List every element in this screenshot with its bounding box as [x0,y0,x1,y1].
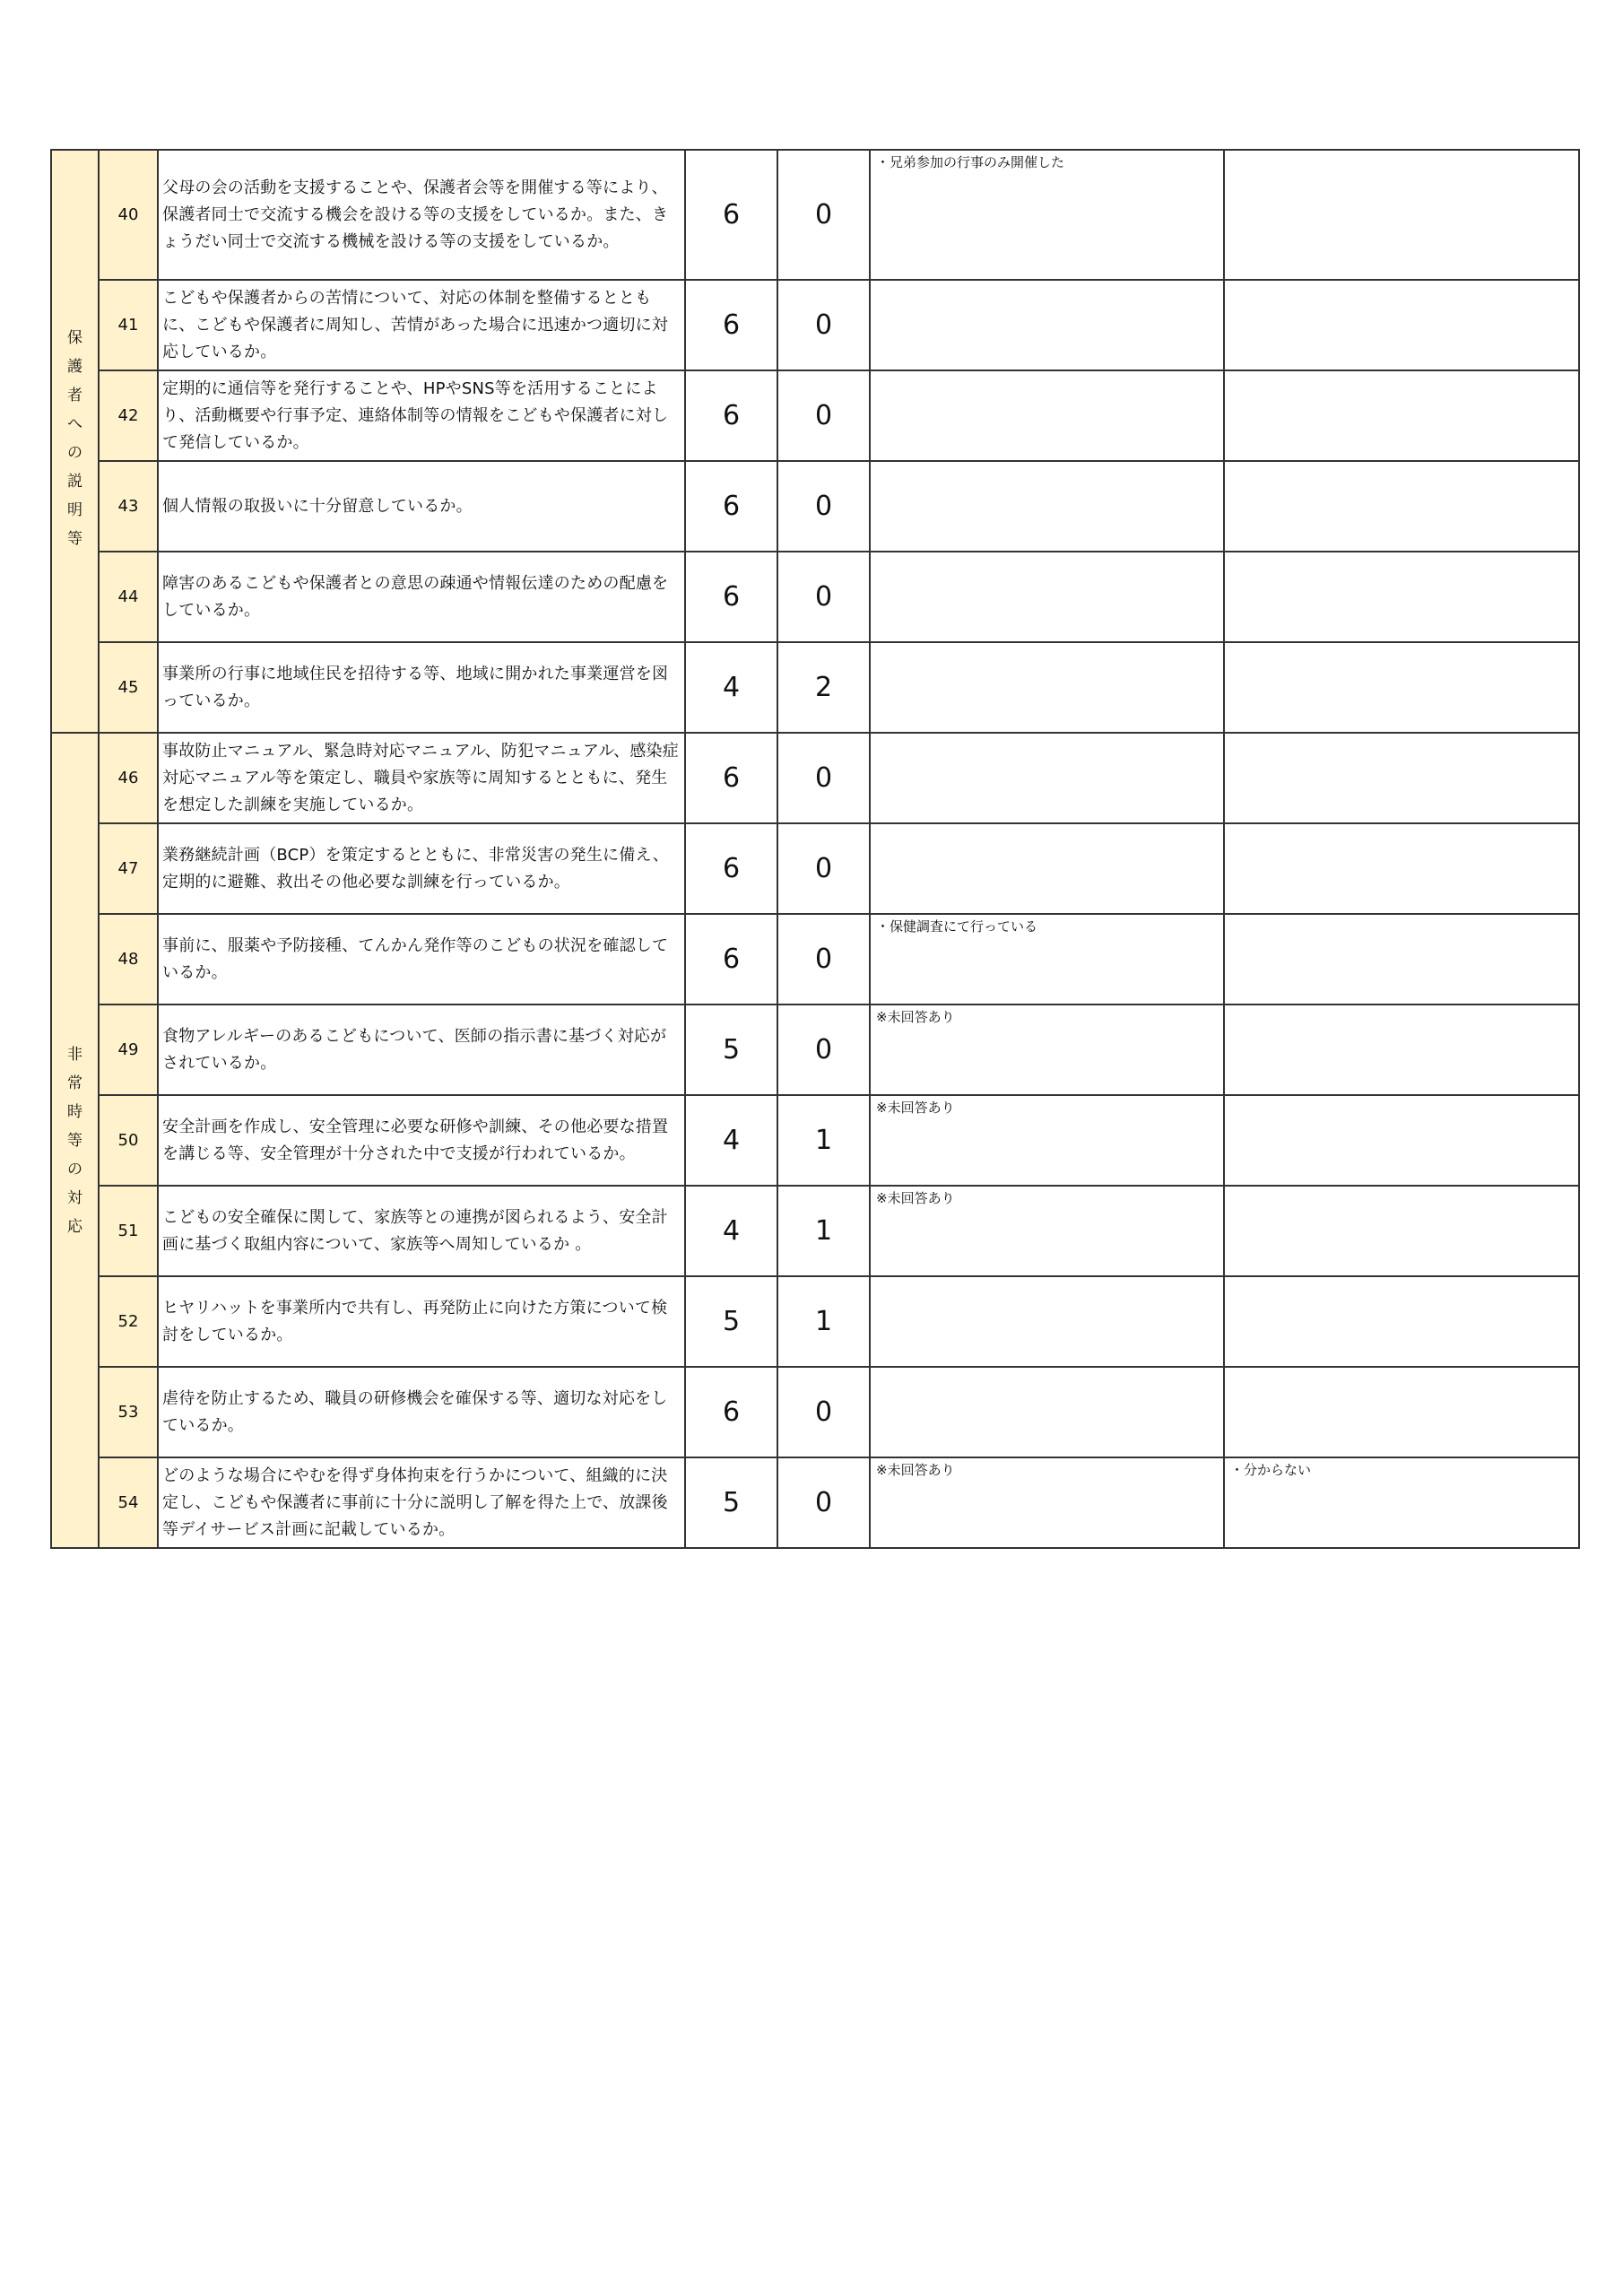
item-number: 47 [99,823,158,914]
no-count: 0 [777,461,870,552]
no-count: 0 [777,733,870,823]
table-row [51,1004,1579,1095]
item-number: 41 [99,280,158,370]
table-row [51,642,1579,733]
section-label-char: 説 [67,473,82,491]
no-count: 1 [777,1276,870,1367]
no-count: 0 [777,552,870,642]
staff-note [870,461,1224,552]
question-text: 食物アレルギーのあるこどもについて、医師の指示書に基づく対応がされているか。 [158,1004,685,1095]
section-label-char: 保 [67,329,82,347]
yes-count: 6 [685,370,777,461]
improvement-comment [1224,642,1579,733]
improvement-comment [1224,280,1579,370]
yes-count: 6 [685,823,777,914]
section-label-char: 非 [67,1045,82,1064]
yes-count: 6 [685,461,777,552]
question-text: どのような場合にやむを得ず身体拘束を行うかについて、組織的に決定し、こどもや保護者に事前に十分に説明し了解を得た上で、放課後等デイサービス計画に記載しているか。 [158,1457,685,1548]
section-label-char: 常 [67,1074,82,1092]
no-count: 0 [777,823,870,914]
yes-count: 4 [685,1095,777,1186]
question-text: 事故防止マニュアル、緊急時対応マニュアル、防犯マニュアル、感染症対応マニュアル等を策定し、職員や家族等に周知するとともに、発生を想定した訓練を実施しているか。 [158,733,685,823]
improvement-comment [1224,1004,1579,1095]
improvement-comment [1224,370,1579,461]
staff-note: ・兄弟参加の行事のみ開催した [870,150,1224,280]
improvement-comment: ・分からない [1224,1457,1579,1548]
table-row [51,1457,1579,1548]
section-label-char: 等 [67,530,82,548]
section-label-s2 [51,733,99,1548]
section-label-char: 対 [67,1188,82,1207]
no-count: 0 [777,914,870,1004]
yes-count: 6 [685,914,777,1004]
staff-note [870,823,1224,914]
section-label-char: 等 [67,1131,82,1150]
table-row [51,280,1579,370]
section-label-char: 時 [67,1102,82,1121]
section-label-char: 護 [67,358,82,376]
item-number: 50 [99,1095,158,1186]
question-text: 虐待を防止するため、職員の研修機会を確保する等、適切な対応をしているか。 [158,1367,685,1457]
question-text: 事業所の行事に地域住民を招待する等、地域に開かれた事業運営を図っているか。 [158,642,685,733]
improvement-comment [1224,461,1579,552]
no-count: 0 [777,1367,870,1457]
table-row [51,461,1579,552]
yes-count: 6 [685,280,777,370]
table-row [51,370,1579,461]
staff-note: ※未回答あり [870,1186,1224,1276]
improvement-comment [1224,1186,1579,1276]
yes-count: 5 [685,1276,777,1367]
item-number: 54 [99,1457,158,1548]
no-count: 0 [777,280,870,370]
yes-count: 6 [685,1367,777,1457]
no-count: 1 [777,1186,870,1276]
staff-note: ・保健調査にて行っている [870,914,1224,1004]
item-number: 42 [99,370,158,461]
item-number: 51 [99,1186,158,1276]
improvement-comment [1224,150,1579,280]
table-row [51,150,1579,280]
question-text: 事前に、服薬や予防接種、てんかん発作等のこどもの状況を確認しているか。 [158,914,685,1004]
no-count: 0 [777,1004,870,1095]
yes-count: 4 [685,1186,777,1276]
question-text: こどもの安全確保に関して、家族等との連携が図られるよう、安全計画に基づく取組内容について、家族等へ周知しているか 。 [158,1186,685,1276]
item-number: 44 [99,552,158,642]
item-number: 40 [99,150,158,280]
section-label-char: の [67,1160,82,1178]
improvement-comment [1224,733,1579,823]
section-label-char: へ [67,415,82,433]
section-label-s1 [51,150,99,733]
item-number: 45 [99,642,158,733]
table-row [51,552,1579,642]
staff-note: ※未回答あり [870,1095,1224,1186]
question-text: こどもや保護者からの苦情について、対応の体制を整備するとともに、こどもや保護者に周知し、苦情があった場合に迅速かつ適切に対応しているか。 [158,280,685,370]
table-row [51,823,1579,914]
question-text: ヒヤリハットを事業所内で共有し、再発防止に向けた方策について検討をしているか。 [158,1276,685,1367]
yes-count: 4 [685,642,777,733]
staff-note [870,370,1224,461]
staff-note [870,1276,1224,1367]
improvement-comment [1224,552,1579,642]
item-number: 49 [99,1004,158,1095]
item-number: 53 [99,1367,158,1457]
section-label-char: 者 [67,387,82,404]
improvement-comment [1224,914,1579,1004]
no-count: 1 [777,1095,870,1186]
item-number: 48 [99,914,158,1004]
yes-count: 5 [685,1457,777,1548]
section-label-char: 応 [67,1217,82,1236]
question-text: 定期的に通信等を発行することや、HPやSNS等を活用することにより、活動概要や行事予定、連絡体制等の情報をこどもや保護者に対して発信しているか。 [158,370,685,461]
section-label-char: 明 [67,501,82,519]
no-count: 2 [777,642,870,733]
evaluation-table [50,149,1580,1549]
item-number: 46 [99,733,158,823]
staff-note [870,1367,1224,1457]
improvement-comment [1224,823,1579,914]
item-number: 43 [99,461,158,552]
table-row [51,1186,1579,1276]
item-number: 52 [99,1276,158,1367]
staff-note: ※未回答あり [870,1004,1224,1095]
question-text: 障害のあるこどもや保護者との意思の疎通や情報伝達のための配慮をしているか。 [158,552,685,642]
staff-note [870,280,1224,370]
staff-note [870,642,1224,733]
yes-count: 6 [685,150,777,280]
table-row [51,914,1579,1004]
staff-note [870,733,1224,823]
table-row [51,1095,1579,1186]
table-row [51,1367,1579,1457]
no-count: 0 [777,370,870,461]
improvement-comment [1224,1276,1579,1367]
yes-count: 6 [685,733,777,823]
improvement-comment [1224,1367,1579,1457]
section-label-char: の [67,444,82,462]
table-row [51,1276,1579,1367]
question-text: 個人情報の取扱いに十分留意しているか。 [158,461,685,552]
no-count: 0 [777,150,870,280]
no-count: 0 [777,1457,870,1548]
question-text: 業務継続計画（BCP）を策定するとともに、非常災害の発生に備え、定期的に避難、救出その他必要な訓練を行っているか。 [158,823,685,914]
question-text: 安全計画を作成し、安全管理に必要な研修や訓練、その他必要な措置を講じる等、安全管理が十分された中で支援が行われているか。 [158,1095,685,1186]
improvement-comment [1224,1095,1579,1186]
table-row [51,733,1579,823]
staff-note [870,552,1224,642]
question-text: 父母の会の活動を支援することや、保護者会等を開催する等により、保護者同士で交流する機会を設ける等の支援をしているか。また、きょうだい同士で交流する機械を設ける等の支援をしているか。 [158,150,685,280]
yes-count: 6 [685,552,777,642]
staff-note: ※未回答あり [870,1457,1224,1548]
yes-count: 5 [685,1004,777,1095]
